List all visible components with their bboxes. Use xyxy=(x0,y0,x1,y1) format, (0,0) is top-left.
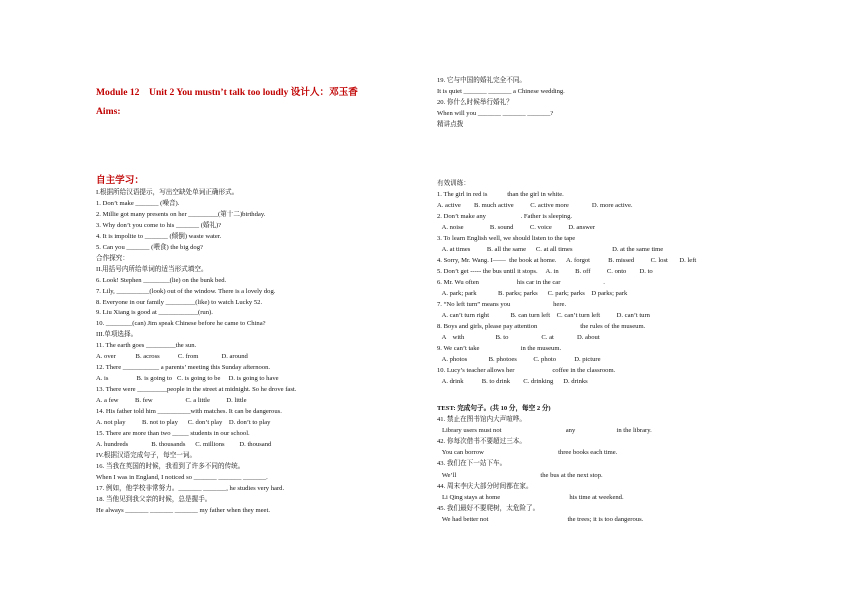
text-line: When I was in England, I noticed so _______ _______ _______. xyxy=(96,473,268,481)
text-line: We’ll the bus at the next stop. xyxy=(437,471,603,479)
text-line: 43. 我们在下一站下车。 xyxy=(437,460,507,468)
text-line: 1. Don’t make _______ (噪音). xyxy=(96,199,180,207)
text-line: I.根据所给汉语提示，写出空缺处单词正确形式。 xyxy=(96,189,239,196)
text-line: 8. Boys and girls, please pay attention the rules of the museum. xyxy=(437,323,646,330)
text-line: 7. Lily, __________(look) out of the window. There is a lovely dog. xyxy=(96,287,276,295)
test-heading: TEST: 完成句子。(共 10 分，每空 2 分) xyxy=(437,405,551,412)
text-line: It is quiet _______ _______ a Chinese wedding. xyxy=(437,88,565,96)
text-line: 10. ________(can) Jim speak Chinese before he came to China? xyxy=(96,320,266,328)
text-line: 5. Don’t get ----- the bus until it stops. A. in B. off C. onto D. to xyxy=(437,268,653,275)
aims-heading: Aims: xyxy=(96,106,121,117)
text-line: Library users must not any in the library. xyxy=(437,427,652,435)
text-line: He always _______ _______ _______ my father when they meet. xyxy=(96,506,270,514)
text-line: 12. There ___________ a parents’ meeting this Sunday afternoon. xyxy=(96,364,271,372)
text-line: 9. Liu Xiang is good at ____________(run). xyxy=(96,309,213,317)
text-line: A. a few B. few C. a little D. little xyxy=(96,397,247,405)
text-line: 20. 你什么时候举行婚礼？ xyxy=(437,99,513,107)
text-line: A with B. to C. at D. about xyxy=(437,334,600,341)
text-line: 3. To learn English well, we should listen to the tape xyxy=(437,235,576,242)
text-line: When will you _______ _______ _______? xyxy=(437,110,554,118)
text-line: 15. There are more than two _____ students in our school. xyxy=(96,429,250,437)
text-line: 44. 周末李庆大部分时间都在家。 xyxy=(437,482,533,490)
text-line: 4. It is impolite to _______ (倾倒) waste water. xyxy=(96,232,222,240)
text-line: 合作探究： xyxy=(96,254,129,262)
text-line: 42. 你每次借书不要超过三本。 xyxy=(437,438,527,446)
text-line: 41. 禁止在图书馆内大声喧哗。 xyxy=(437,416,527,423)
text-line: A. not play B. not to play C. don’t play D. don’t to play xyxy=(96,418,271,426)
text-line: Li Qing stays at home his time at weekend. xyxy=(437,493,624,501)
text-line: A. park; park B. parks; parks C. park; parks D parks; park xyxy=(437,290,628,297)
self-study-heading: 自主学习： xyxy=(96,175,144,186)
text-line: IV.根据汉语完成句子，每空一词。 xyxy=(96,451,197,459)
text-line: 7. “No left turn” means you here. xyxy=(437,301,567,308)
text-line: 14. His father told him __________with matches. It can be dangerous. xyxy=(96,408,282,415)
text-line: 精讲点拨 xyxy=(437,121,464,129)
text-line: 1. The girl in red is than the girl in white. xyxy=(437,191,564,198)
text-line: II.用括号内所给单词的适当形式填空。 xyxy=(96,265,208,273)
text-line: 8. Everyone in our family _________(like) to watch Lucky 52. xyxy=(96,298,263,306)
text-line: A. hundreds B. thousands C. millions D. thousand xyxy=(96,440,272,448)
text-line: You can borrow three books each time. xyxy=(437,449,618,457)
text-line: 18. 当他见到我父亲的时候，总是握手。 xyxy=(96,495,212,503)
text-line: 16. 当我在英国的时候，我看到了许多不同的传统。 xyxy=(96,462,245,470)
text-line: 10. Lucy’s teacher allows her coffee in the classroom. xyxy=(437,367,616,374)
text-line: 19. 它与中国的婚礼完全不同。 xyxy=(437,77,527,84)
text-line: A. at times B. all the same C. at all times D. at the same time xyxy=(437,246,664,253)
text-line: 2. Millie got many presents on her _________(第十二)birthday. xyxy=(96,210,266,218)
text-line: A. drink B. to drink C. drinking D. drinks xyxy=(437,378,588,385)
text-line: A. over B. across C. from D. around xyxy=(96,353,248,361)
worksheet-title: Module 12 Unit 2 You mustn’t talk too loudly 设计人：邓玉香 xyxy=(96,87,358,98)
text-line: A. noise B. sound C. voice D. answer xyxy=(437,224,596,231)
text-line: 2. Don’t make any . Father is sleeping. xyxy=(437,213,573,220)
text-line: A. active B. much active C. active more D. more active. xyxy=(437,202,633,209)
text-line: A. can’t turn right B. can turn left C. can’t turn left D. can’t turn xyxy=(437,312,650,319)
text-line: 6. Look! Stephen ________(lie) on the bunk bed. xyxy=(96,276,227,284)
text-line: 11. The earth goes _________the sun. xyxy=(96,342,197,350)
text-line: 9. We can’t take in the museum. xyxy=(437,345,562,352)
text-line: 5. Can you _______ (喂食) the big dog? xyxy=(96,243,203,251)
text-line: A. is B. is going to C. is going to be D. is going to have xyxy=(96,375,279,383)
text-line: 3. Why don’t you come to his _______ (婚礼)? xyxy=(96,221,222,229)
text-line: 有效训练： xyxy=(437,180,470,187)
text-line: 17. 例如，他学校非常努力。_______ _______, he studies very hard. xyxy=(96,484,285,492)
text-line: 4. Sorry, Mr. Wang. I—— the book at home. A. forgot B. missed C. lost D. left xyxy=(437,257,697,264)
text-line: 13. There were _________people in the street at midnight. So he drove fast. xyxy=(96,386,297,394)
text-line: A. photos B. photoes C. photo D. picture xyxy=(437,356,601,363)
text-line: 45. 我们最好不要爬树，太危险了。 xyxy=(437,504,540,512)
text-line: 6. Mr. Wu often his car in the car . xyxy=(437,279,605,286)
text-line: We had better not the trees; it is too dangerous. xyxy=(437,515,644,523)
text-line: III.单项选择。 xyxy=(96,331,138,339)
